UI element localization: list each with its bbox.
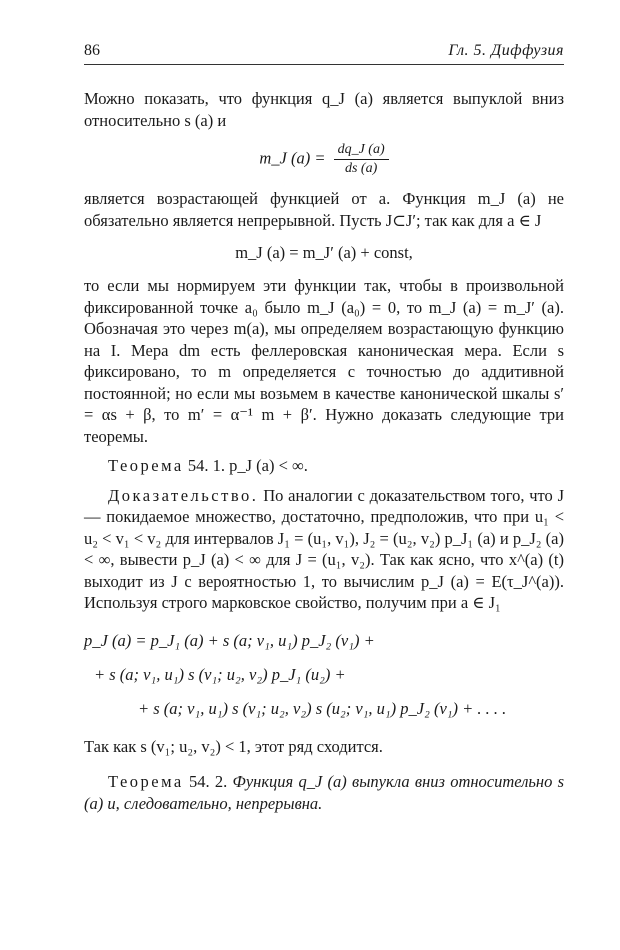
series-line-1: p_J (a) = p_J₁ (a) + s (a; v₁, u₁) p_J₂ (v₁) + — [84, 630, 375, 650]
theorem-54-2 — [84, 771, 564, 814]
running-title: Гл. 5. Диффузия — [448, 42, 564, 59]
theorem-number: 54. 2. — [189, 772, 228, 791]
proof-text: По аналогии с доказательством того, что J — покидаемое множество, достаточно, предположив, что при u₁ < u₂ < v₁ < v₂ для интервалов J₁ = (u₁, v₁), J₂ = (u₂, v₂) p_J₁ (a) и p_J₂ (a) < ∞, вывести p_J (a) < ∞ для J = (u₁, v₂). Так как ясно, что x^(a) (t) выходит из J с вероятностью 1, то вычислим p_J (a) = E(τ_J^(a)). Используя строго марковское свойство, получим при a ∈ J₁ — [84, 485, 565, 612]
fraction-numerator: dq_J (a) — [334, 141, 389, 160]
paragraph-convexity: Можно показать, что функция q_J (a) является выпуклой вниз относительно s (a) и — [84, 89, 564, 130]
page-header — [84, 42, 564, 65]
series-line-2: + s (a; v₁, u₁) s (v₁; u₂, v₂) p_J₁ (u₂) + — [94, 664, 346, 684]
paragraph-convergence: Так как s (v₁; u₂, v₂) < 1, этот ряд сходится. — [84, 736, 383, 756]
fraction-denominator: ds (a) — [344, 161, 378, 176]
fraction — [334, 141, 389, 178]
theorem-54-1 — [84, 455, 564, 477]
paragraph-canonical-measure: то если мы нормируем эти функции так, чтобы в произвольной фиксированной точке a₀ было m_J (a₀) = 0, то m_J (a) = m_J′ (a). Обозначая это через m(a), мы определяем возрастающую функцию на I. Мера dm есть феллеровская каноническая мера. Если s фиксировано, то m определяется с точностью до аддитивной постоянной; но если мы возьмем в качестве канонической шкалы s′ = αs + β, то m′ = α⁻¹ m + β′. Нужно доказать следующие три теоремы. — [84, 276, 564, 446]
theorem-label: Теорема — [108, 772, 184, 791]
page-body — [84, 88, 564, 814]
equation-m-definition — [84, 141, 564, 178]
series-line-3: + s (a; v₁, u₁) s (v₁; u₂, v₂) s (u₂; v₁, u₁) p_J₂ (v₁) + . . . . — [138, 698, 507, 718]
equation-lhs: m_J (a) = — [259, 148, 326, 168]
proof-label: Доказательство. — [108, 485, 259, 505]
theorem-label: Теорема — [108, 456, 184, 475]
theorem-statement: 54. 1. p_J (a) < ∞. — [187, 456, 308, 475]
paragraph-increasing: является возрастающей функцией от a. Функция m_J (a) не обязательно является непрерывной. Пусть J⊂J′; так как для a ∈ J — [84, 189, 564, 230]
equation-series — [84, 628, 564, 722]
theorem-statement: Функция q_J (a) выпукла вниз относительно s (a) и, следовательно, непрерывна. — [84, 772, 565, 813]
proof-paragraph — [84, 485, 564, 614]
equation-const: m_J (a) = m_J′ (a) + const, — [235, 243, 413, 262]
page-number: 86 — [84, 42, 100, 59]
